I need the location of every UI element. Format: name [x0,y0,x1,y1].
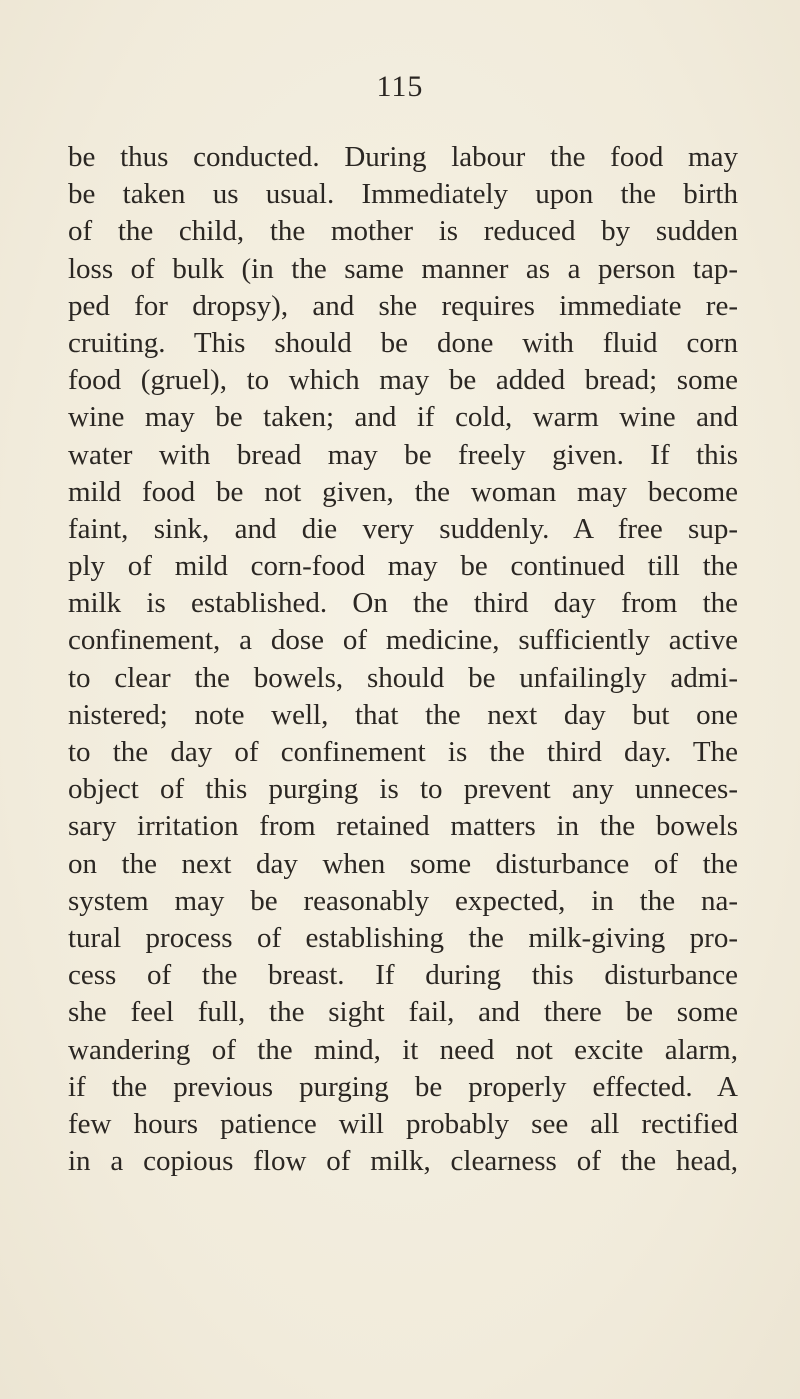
text-line: to the day of confinement is the third day. The [68,736,738,768]
text-line: in a copious flow of milk, clearness of the head, [68,1145,738,1178]
text-line: water with bread may be freely given. If this [68,438,738,471]
text-line: if the previous purging be properly effected. A [68,1070,738,1103]
text-line: ped for dropsy), and she requires immediate re- [68,289,738,322]
text-line: faint, sink, and die very suddenly. A free sup- [68,512,738,545]
text-line: loss of bulk (in the same manner as a person tap- [68,252,738,285]
body-text [68,139,738,1180]
text-line: object of this purging is to prevent any unneces- [68,773,738,806]
text-line: wandering of the mind, it need not excite alarm, [68,1033,738,1066]
text-line: milk is established. On the third day from the [68,587,738,620]
text-line: be taken us usual. Immediately upon the birth [68,178,738,211]
page-number: 115 [376,70,424,103]
text-line: cruiting. This should be done with fluid corn [68,326,738,359]
text-line: be thus conducted. During labour the food may [68,141,738,173]
text-line: sary irritation from retained matters in the bowels [68,810,738,843]
text-line: wine may be taken; and if cold, warm wine and [68,401,738,434]
text-line: to clear the bowels, should be unfailingly admi- [68,661,738,694]
text-line: few hours patience will probably see all rectified [68,1107,738,1140]
text-line: food (gruel), to which may be added bread; some [68,364,738,397]
text-line: tural process of establishing the milk-giving pro- [68,921,738,954]
text-line: cess of the breast. If during this disturbance [68,959,738,992]
text-line: nistered; note well, that the next day but one [68,698,738,731]
text-line: on the next day when some disturbance of the [68,847,738,880]
text-line: ply of mild corn-food may be continued till the [68,550,738,583]
text-line: she feel full, the sight fail, and there be some [68,996,738,1029]
text-line: confinement, a dose of medicine, sufficiently active [68,624,738,657]
text-line: system may be reasonably expected, in the na- [68,884,738,917]
text-line: of the child, the mother is reduced by sudden [68,215,738,248]
text-line: mild food be not given, the woman may become [68,475,738,508]
